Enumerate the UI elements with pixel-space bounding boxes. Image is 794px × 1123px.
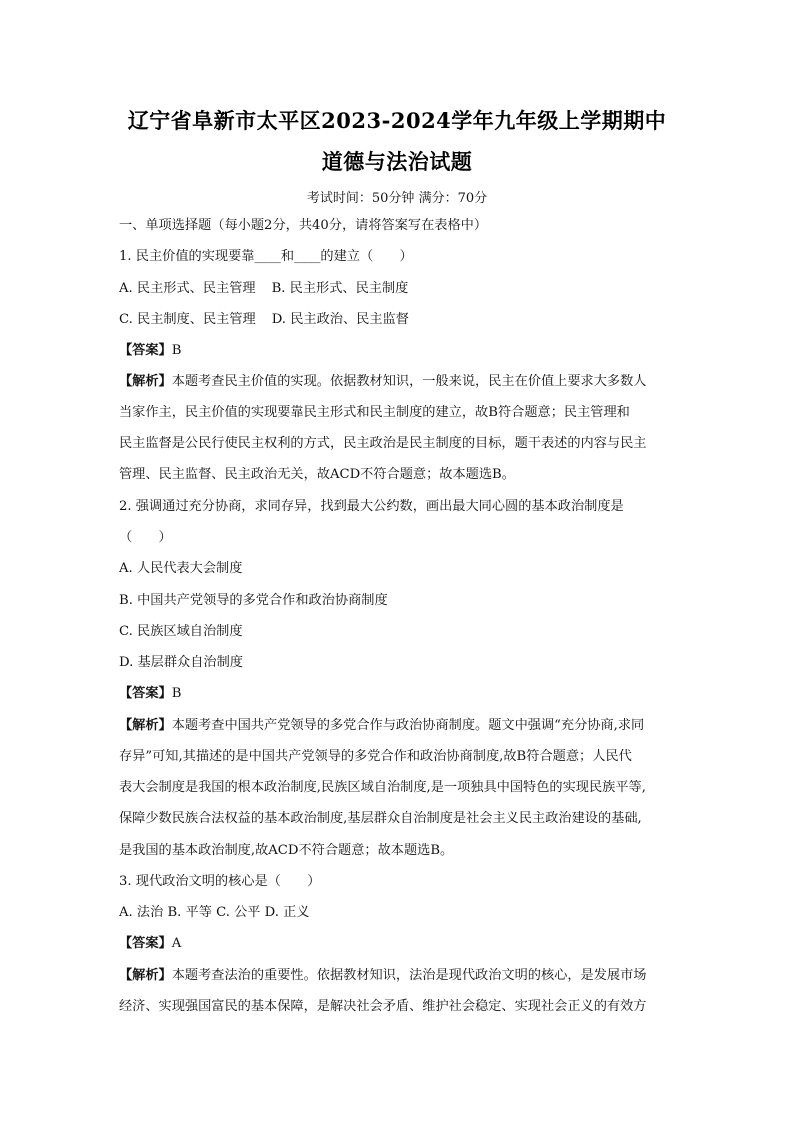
q2-option-b: B. 中国共产党领导的多党合作和政治协商制度: [119, 593, 388, 608]
q2-answer-value: B: [171, 686, 182, 701]
q2-analysis-tag: 【解析】: [119, 718, 172, 733]
q1-analysis-tag: 【解析】: [119, 374, 172, 389]
exam-info: 考试时间：50分钟 满分：70分: [306, 191, 488, 206]
q2-stem: 2. 强调通过充分协商，求同存异，找到最大公约数，画出最大同心圆的基本政治制度是: [119, 499, 624, 514]
q1-analysis-line: [119, 373, 679, 391]
document-title-line1: 辽宁省阜新市太平区2023-2024学年九年级上学期期中: [127, 108, 667, 133]
section-heading: 一、单项选择题（每小题2分，共40分，请将答案写在表格中）: [119, 218, 488, 233]
q1-analysis-line: 管理、民主监督、民主政治无关，故ACD不符合题意；故本题选B。: [119, 467, 515, 482]
document-title-line2: 道德与法治试题: [321, 149, 473, 174]
q1-options-ab: [119, 280, 679, 298]
q1-option-d: D. 民主政治、民主监督: [271, 312, 409, 327]
q2-answer-tag: 【答案】: [119, 686, 172, 701]
q2-analysis-line: 存异”可知,其描述的是中国共产党领导的多党合作和政治协商制度,故B符合题意；人民代: [119, 749, 632, 764]
q3-analysis-tag: 【解析】: [119, 968, 172, 983]
q2-option-a: A. 人民代表大会制度: [119, 561, 243, 576]
q1-stem: 1. 民主价值的实现要靠____和____的建立（ ）: [119, 249, 413, 264]
q1-answer-tag: 【答案】: [119, 343, 172, 358]
q2-analysis-line: 表大会制度是我国的根本政治制度,民族区域自治制度,是一项独具中国特色的实现民族平等,: [119, 780, 646, 795]
q1-analysis-text: 本题考查民主价值的实现。依据教材知识，一般来说，民主在价值上要求大多数人: [171, 374, 647, 389]
q3-answer: [119, 935, 679, 953]
q3-options: A. 法治 B. 平等 C. 公平 D. 正义: [119, 905, 310, 920]
q3-answer-tag: 【答案】: [119, 936, 172, 951]
q2-analysis-line: [119, 717, 679, 735]
q2-analysis-text: 本题考查中国共产党领导的多党合作与政治协商制度。题文中强调“充分协商,求同: [171, 718, 645, 733]
q1-answer-value: B: [171, 343, 182, 358]
q1-analysis-line: 民主监督是公民行使民主权利的方式，民主政治是民主制度的目标，题干表述的内容与民主: [119, 436, 647, 451]
q3-analysis-text: 本题考查法治的重要性。依据教材知识，法治是现代政治文明的核心，是发展市场: [171, 968, 647, 983]
q1-options-cd: [119, 311, 679, 329]
q2-option-d: D. 基层群众自治制度: [119, 655, 243, 670]
q2-stem-blank: （ ）: [119, 530, 172, 545]
q2-analysis-line: 保障少数民族合法权益的基本政治制度,基层群众自治制度是社会主义民主政治建设的基础,: [119, 811, 642, 826]
q2-analysis-line: 是我国的基本政治制度,故ACD不符合题意；故本题选B。: [119, 843, 454, 858]
q3-answer-value: A: [171, 936, 182, 951]
q3-analysis-line: 经济、实现强国富民的基本保障，是解决社会矛盾、维护社会稳定、实现社会正义的有效方: [119, 999, 647, 1014]
q1-option-b: B. 民主形式、民主制度: [271, 281, 409, 296]
q3-analysis-line: [119, 967, 679, 985]
q3-stem: 3. 现代政治文明的核心是（ ）: [119, 874, 321, 889]
q1-answer: [119, 342, 679, 360]
q1-option-a: A. 民主形式、民主管理: [119, 281, 256, 296]
q2-answer: [119, 685, 679, 703]
q1-option-c: C. 民主制度、民主管理: [119, 312, 256, 327]
q2-option-c: C. 民族区域自治制度: [119, 624, 243, 639]
q1-analysis-line: 当家作主，民主价值的实现要靠民主形式和民主制度的建立，故B符合题意；民主管理和: [119, 405, 630, 420]
